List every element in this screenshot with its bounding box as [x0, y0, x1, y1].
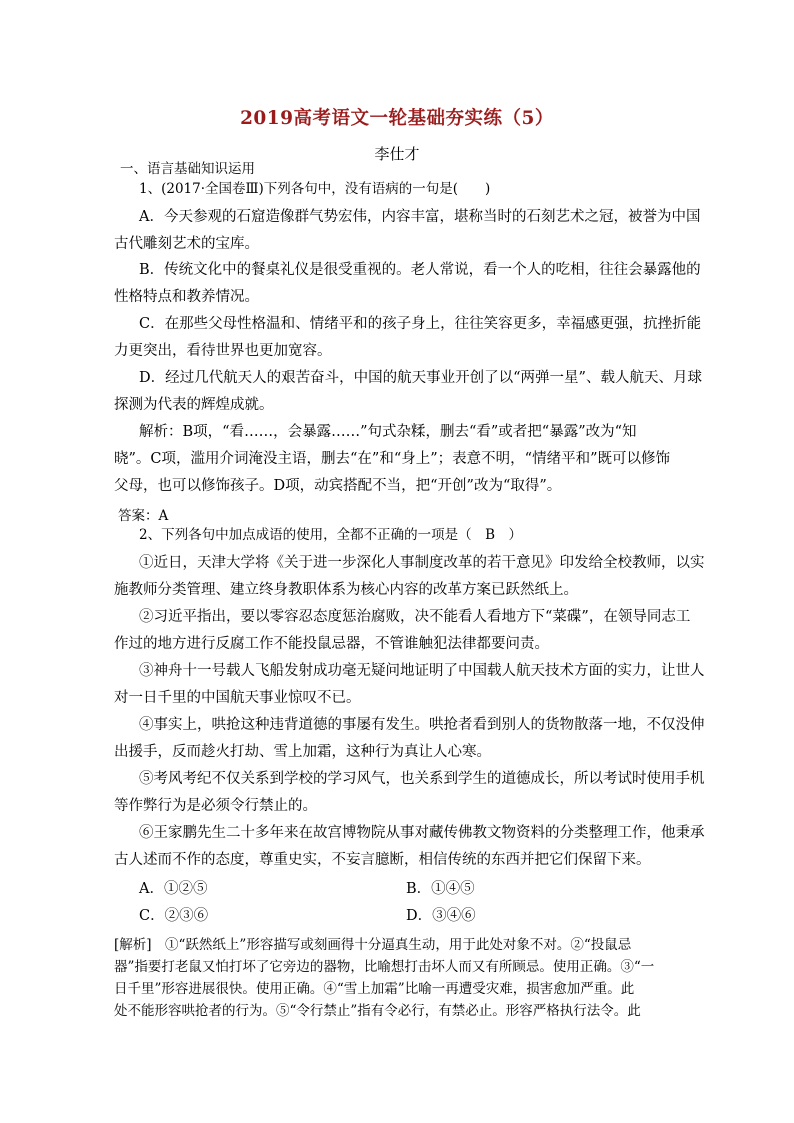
q2-analysis-line-1: [解析] ①“跃然纸上”形容描写或刻画得十分逼真生动，用于此处对象不对。②“投鼠忌 — [114, 937, 632, 953]
q2-sentence-3-line-2: 对一日千里的中国航天事业惊叹不已。 — [114, 690, 361, 706]
q2-option-b: B．①④⑤ — [406, 881, 475, 897]
q1-analysis-line-2: 晓”。C项，滥用介词淹没主语，删去“在”和“身上”；表意不明，“情绪平和”既可以修饰 — [114, 451, 670, 467]
q1-analysis-line-3: 父母，也可以修饰孩子。D项，动宾搭配不当，把“开创”改为“取得”。 — [114, 478, 562, 494]
q2-analysis-line-4: 处不能形容哄抢者的行为。⑤“令行禁止”指有令必行，有禁必止。形容严格执行法令。此 — [114, 1003, 641, 1019]
q2-sentence-6-line-2: 古人述而不作的态度，尊重史实，不妄言臆断，相信传统的东西并把它们保留下来。 — [114, 852, 651, 868]
q1-option-d-line-1: D．经过几代航天人的艰苦奋斗，中国的航天事业开创了以“两弹一星”、载人航天、月球 — [139, 370, 702, 386]
q2-sentence-2-line-1: ②习近平指出，要以零容忍态度惩治腐败，决不能看人看地方下“菜碟”，在领导同志工 — [139, 609, 691, 625]
q2-sentence-2-line-2: 作过的地方进行反腐工作不能投鼠忌器，不管谁触犯法律都要问责。 — [114, 636, 549, 652]
q1-answer: 答案：A — [118, 508, 169, 524]
q2-sentence-5-line-2: 等作弊行为是必须令行禁止的。 — [114, 798, 317, 814]
q2-option-d: D．③④⑥ — [406, 908, 476, 924]
q1-option-c-line-2: 力更突出，看待世界也更加宽容。 — [114, 343, 332, 359]
q1-option-d-line-2: 探测为代表的辉煌成就。 — [114, 397, 274, 413]
q2-analysis-line-3: 日千里”形容进展很快。使用正确。④“雪上加霜”比喻一再遭受灾难，损害愈加严重。此 — [114, 981, 635, 997]
q2-sentence-4-line-1: ④事实上，哄抢这种违背道德的事屡有发生。哄抢者看到别人的货物散落一地，不仅没伸 — [139, 717, 705, 733]
q1-option-b-line-2: 性格特点和教养情况。 — [114, 289, 259, 305]
q1-option-a-line-2: 古代雕刻艺术的宝库。 — [114, 236, 259, 252]
section-heading: 一、语言基础知识运用 — [120, 161, 255, 177]
q2-sentence-3-line-1: ③神舟十一号载人飞船发射成功毫无疑问地证明了中国载人航天技术方面的实力，让世人 — [139, 663, 705, 679]
q1-analysis-line-1: 解析：B项，“看……，会暴露……”句式杂糅，删去“看”或者把“暴露”改为“知 — [139, 424, 637, 440]
q1-option-b-line-1: B．传统文化中的餐桌礼仪是很受重视的。老人常说，看一个人的吃相，往往会暴露他的 — [139, 262, 701, 278]
document-title: 2019高考语文一轮基础夯实练（5） — [240, 108, 554, 129]
q2-option-a: A．①②⑤ — [139, 881, 208, 897]
q2-sentence-5-line-1: ⑤考风考纪不仅关系到学校的学习风气，也关系到学生的道德成长，所以考试时使用手机 — [139, 771, 705, 787]
q2-sentence-1-line-1: ①近日，天津大学将《关于进一步深化人事制度改革的若干意见》印发给全校教师，以实 — [139, 555, 705, 571]
question-1-stem: 1、(2017·全国卷Ⅲ)下列各句中，没有语病的一句是( ) — [139, 181, 491, 197]
q2-sentence-1-line-2: 施教师分类管理、建立终身教职体系为核心内容的改革方案已跃然纸上。 — [114, 582, 578, 598]
q2-sentence-6-line-1: ⑥王家鹏先生二十多年来在故宫博物院从事对藏传佛教文物资料的分类整理工作，他秉承 — [139, 825, 705, 841]
document-author: 李仕才 — [374, 145, 420, 163]
q2-option-c: C．②③⑥ — [139, 908, 209, 924]
q2-sentence-4-line-2: 出援手，反而趁火打劫、雪上加霜，这种行为真让人心寒。 — [114, 744, 491, 760]
q2-analysis-line-2: 器”指要打老鼠又怕打坏了它旁边的器物，比喻想打击坏人而又有所顾忌。使用正确。③“一 — [114, 959, 655, 975]
q1-option-a-line-1: A．今天参观的石窟造像群气势宏伟，内容丰富，堪称当时的石刻艺术之冠，被誉为中国 — [139, 209, 701, 225]
question-2-stem: 2、下列各句中加点成语的使用，全都不正确的一项是（ B ） — [139, 527, 523, 543]
q1-option-c-line-1: C．在那些父母性格温和、情绪平和的孩子身上，往往笑容更多，幸福感更强，抗挫折能 — [139, 316, 702, 332]
